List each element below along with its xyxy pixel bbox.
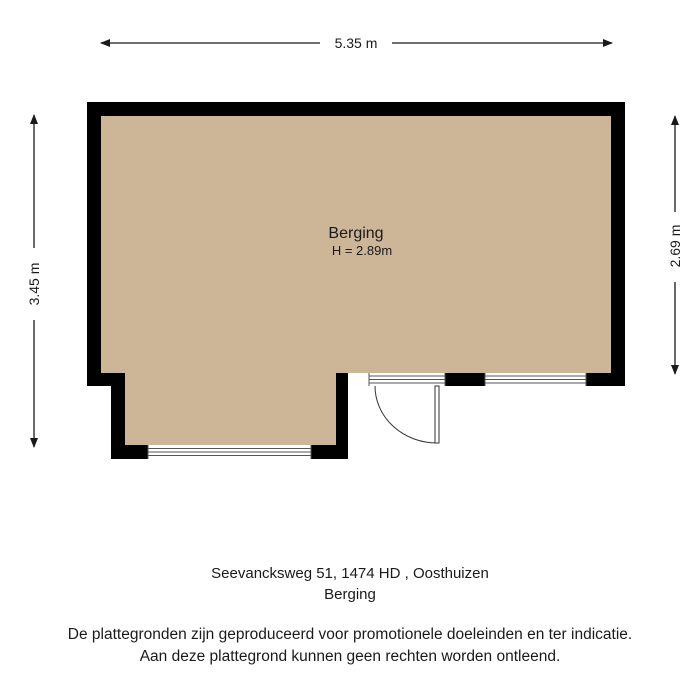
window-right xyxy=(485,373,586,386)
dimension-top xyxy=(101,35,612,51)
disclaimer-line-2: Aan deze plattegrond kunnen geen rechten worden ontleend. xyxy=(139,648,561,665)
door-leaf xyxy=(435,386,439,443)
window-bottom xyxy=(148,445,311,459)
floor-subtitle: Berging xyxy=(324,586,376,603)
room-floor xyxy=(101,116,611,445)
dimension-left xyxy=(26,115,42,447)
dimension-top-label: 5.35 m xyxy=(334,35,378,51)
door xyxy=(375,386,439,443)
door-opening xyxy=(369,373,445,386)
door-swing-arc xyxy=(375,386,437,443)
address-line: Seevancksweg 51, 1474 HD , Oosthuizen xyxy=(211,565,489,582)
dimension-right xyxy=(667,116,683,374)
room-name: Berging xyxy=(328,225,384,242)
dimension-left-label: 3.45 m xyxy=(26,262,42,306)
dimension-right-label: 2.69 m xyxy=(667,224,683,268)
disclaimer-line-1: De plattegronden zijn geproduceerd voor promotionele doeleinden en ter indicatie. xyxy=(67,626,633,643)
room-height: H = 2.89m xyxy=(331,243,393,258)
